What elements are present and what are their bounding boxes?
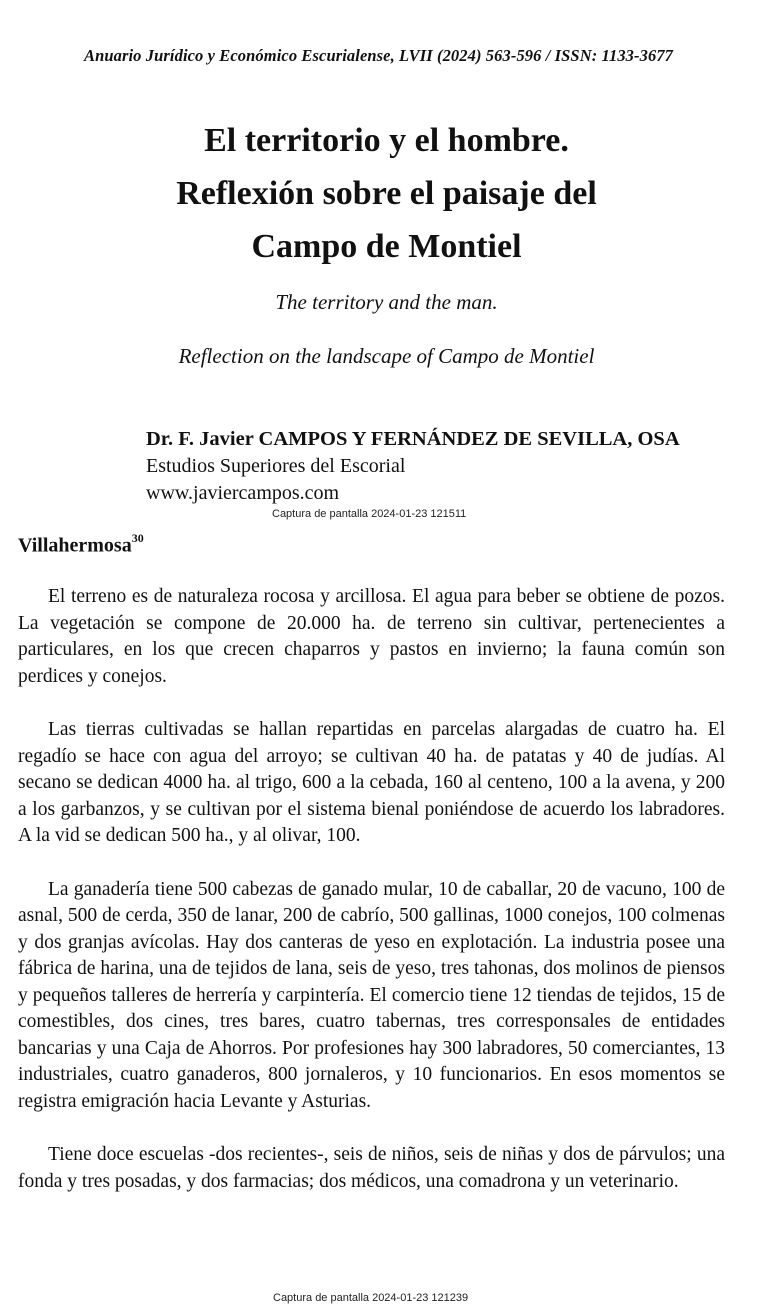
author-name: Dr. F. Javier CAMPOS Y FERNÁNDEZ DE SEVILLA, OSA xyxy=(146,428,680,450)
title-line-2: Reflexión sobre el paisaje del xyxy=(176,175,597,212)
journal-citation: Anuario Jurídico y Económico Escurialense, LVII (2024) 563-596 / ISSN: 1133-3677 xyxy=(83,46,674,65)
paragraph-agriculture: Las tierras cultivadas se hallan repartidas en parcelas alargadas de cuatro ha. El regadío se hace con agua del arroyo; se cultivan 40 ha. de patatas y 40 de judías. Al secano se dedican 4000 ha. al trigo, 600 a la cebada, 160 al centeno, 100 a la avena, y 200 a los garbanzos, y se cultivan por el sistema bienal poniéndose de acuerdo los labradores. A la vid se dedican 500 ha., y al olivar, 100. xyxy=(18,719,725,846)
body-text xyxy=(18,584,725,1222)
english-subtitle-1: The territory and the man. xyxy=(275,290,498,314)
article-title xyxy=(0,114,757,273)
footnote-marker: 30 xyxy=(131,531,144,545)
title-line-1: El territorio y el hombre. xyxy=(204,122,569,159)
section-heading xyxy=(18,533,144,558)
screenshot-caption-2: Captura de pantalla 2024-01-23 121239 xyxy=(273,1292,469,1304)
title-line-3: Campo de Montiel xyxy=(251,228,522,265)
paragraph-livestock-industry: La ganadería tiene 500 cabezas de ganado mular, 10 de caballar, 20 de vacuno, 100 de asnal, 500 de cerda, 350 de lanar, 200 de cabrío, 500 gallinas, 1000 conejos, 100 colmenas y dos granjas avícolas. Hay dos canteras de yeso en explotación. La industria posee una fábrica de harina, una de tejidos de lana, seis de yeso, tres tahonas, dos molinos de piensos y pequeños talleres de herrería y carpintería. El comercio tiene 12 tiendas de tejidos, 15 de comestibles, dos cines, tres bares, cuatro tabernas, tres corresponsales de entidades bancarias y una Caja de Ahorros. Por profesiones hay 300 labradores, 50 comerciantes, 13 industriales, cuatro ganaderos, 800 jornaleros, y 10 funcionarios. En esos momentos se registra emigración hacia Levante y Asturias. xyxy=(18,878,725,1112)
section-heading-text: Villahermosa xyxy=(18,534,132,557)
paragraph-terrain: El terreno es de naturaleza rocosa y arcillosa. El agua para beber se obtiene de pozos. La vegetación se compone de 20.000 ha. de terreno sin cultivar, pertenecientes a particulares, en los que crecen chaparros y pastos en invierno; la fauna común son perdices y conejos. xyxy=(18,586,725,687)
paragraph-services: Tiene doce escuelas -dos recientes-, seis de niños, seis de niñas y dos de párvulos; una fonda y tres posadas, y dos farmacias; dos médicos, una comadrona y un veterinario. xyxy=(18,1144,725,1192)
english-subtitle-2: Reflection on the landscape of Campo de Montiel xyxy=(178,344,595,368)
screenshot-caption-1: Captura de pantalla 2024-01-23 121511 xyxy=(272,508,467,520)
author-block xyxy=(146,426,680,507)
author-website: www.javiercampos.com xyxy=(146,482,340,504)
author-affiliation: Estudios Superiores del Escorial xyxy=(146,455,406,477)
journal-header xyxy=(0,46,757,66)
